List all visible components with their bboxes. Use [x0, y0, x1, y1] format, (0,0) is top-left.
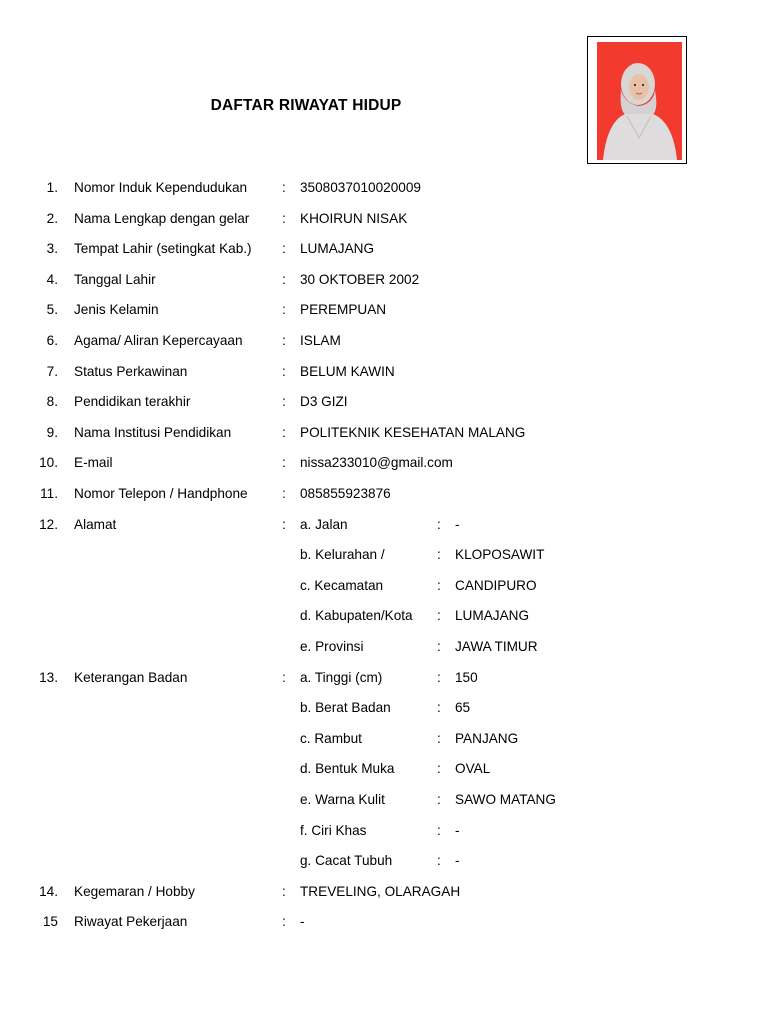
row-value: BELUM KAWIN	[300, 363, 395, 379]
sub-label: d. Kabupaten/Kota	[300, 608, 413, 624]
sub-label: e. Warna Kulit	[300, 792, 385, 807]
portrait-photo	[597, 42, 682, 160]
row-number: 5.	[46, 302, 58, 318]
row-label: Jenis Kelamin	[74, 302, 159, 318]
row-separator: :	[282, 241, 286, 257]
row-separator: :	[282, 363, 286, 379]
row-label: E-mail	[74, 455, 113, 471]
row-label: Tempat Lahir (setingkat Kab.)	[74, 241, 252, 257]
row-separator: :	[282, 333, 286, 348]
row-value: POLITEKNIK KESEHATAN MALANG	[300, 424, 526, 440]
row-separator: :	[282, 669, 286, 685]
sub-label: c. Rambut	[300, 730, 362, 746]
row-number: 13.	[39, 669, 58, 685]
row-value: PEREMPUAN	[300, 302, 387, 318]
sub-separator: :	[437, 700, 441, 716]
row-label: Tanggal Lahir	[74, 271, 156, 287]
row-value: 3508037010020009	[300, 180, 421, 195]
sub-label: e. Provinsi	[300, 639, 364, 654]
sub-value: KLOPOSAWIT	[455, 547, 545, 563]
row-number: 3.	[46, 241, 58, 257]
row-value: ISLAM	[300, 333, 341, 348]
sub-separator: :	[437, 730, 441, 746]
row-value: LUMAJANG	[300, 241, 375, 257]
sub-label: c. Kecamatan	[300, 577, 384, 593]
row-label: Nomor Induk Kependudukan	[74, 180, 248, 195]
row-number: 10.	[39, 455, 58, 471]
row-separator: :	[282, 180, 286, 195]
sub-label: d. Bentuk Muka	[300, 761, 395, 777]
sub-separator: :	[437, 761, 441, 777]
row-value: 30 OKTOBER 2002	[300, 271, 420, 287]
person-figure-icon	[597, 42, 682, 160]
row-separator: :	[282, 424, 286, 440]
row-number: 2.	[46, 210, 58, 226]
row-separator: :	[282, 302, 286, 318]
row-value: 085855923876	[300, 486, 391, 501]
row-value: nissa233010@gmail.com	[300, 455, 453, 471]
row-number: 14.	[39, 883, 58, 899]
row-number: 7.	[46, 363, 58, 379]
sub-value: -	[455, 853, 460, 869]
sub-separator: :	[437, 639, 441, 654]
row-separator: :	[282, 271, 286, 287]
row-value: KHOIRUN NISAK	[300, 210, 408, 226]
row-value: -	[300, 914, 305, 930]
sub-label: b. Berat Badan	[300, 700, 391, 716]
row-separator: :	[282, 455, 286, 471]
row-label: Riwayat Pekerjaan	[74, 914, 188, 930]
row-number: 11.	[40, 486, 58, 501]
sub-label: b. Kelurahan /	[300, 547, 385, 563]
row-label: Alamat	[74, 516, 117, 532]
sub-value: LUMAJANG	[455, 608, 530, 624]
row-label: Nama Institusi Pendidikan	[74, 424, 232, 440]
sub-value: SAWO MATANG	[455, 792, 556, 807]
row-separator: :	[282, 914, 286, 930]
row-separator: :	[282, 394, 286, 410]
row-number: 4.	[46, 271, 58, 287]
sub-label: a. Jalan	[300, 516, 348, 532]
row-number: 1.	[46, 180, 58, 195]
row-number: 9.	[46, 424, 58, 440]
row-label: Nomor Telepon / Handphone	[74, 486, 248, 501]
row-value: TREVELING, OLARAGAH	[300, 883, 461, 899]
sub-value: CANDIPURO	[455, 577, 537, 593]
sub-value: -	[455, 516, 460, 532]
sub-label: f. Ciri Khas	[300, 822, 367, 838]
row-number: 15	[42, 914, 58, 930]
row-number: 6.	[46, 333, 58, 348]
sub-separator: :	[437, 547, 441, 563]
row-label: Agama/ Aliran Kepercayaan	[74, 333, 243, 348]
sub-value: JAWA TIMUR	[455, 639, 538, 654]
sub-value: PANJANG	[455, 730, 519, 746]
sub-separator: :	[437, 577, 441, 593]
sub-value: 150	[455, 669, 478, 685]
sub-label: a. Tinggi (cm)	[300, 669, 383, 685]
row-separator: :	[282, 516, 286, 532]
row-separator: :	[282, 210, 286, 226]
row-number: 8.	[46, 394, 58, 410]
row-number: 12.	[39, 516, 58, 532]
sub-separator: :	[437, 516, 441, 532]
row-label: Keterangan Badan	[74, 669, 188, 685]
sub-value: -	[455, 822, 460, 838]
row-label: Kegemaran / Hobby	[74, 883, 195, 899]
sub-separator: :	[437, 853, 441, 869]
sub-label: g. Cacat Tubuh	[300, 853, 393, 869]
row-label: Status Perkawinan	[74, 363, 188, 379]
sub-separator: :	[437, 792, 441, 807]
sub-value: OVAL	[455, 761, 491, 777]
sub-value: 65	[455, 700, 471, 716]
sub-separator: :	[437, 822, 441, 838]
sub-separator: :	[437, 608, 441, 624]
row-label: Pendidikan terakhir	[74, 394, 191, 410]
row-separator: :	[282, 486, 286, 501]
row-value: D3 GIZI	[300, 394, 348, 410]
document-title: DAFTAR RIWAYAT HIDUP	[210, 97, 402, 114]
sub-separator: :	[437, 669, 441, 685]
photo-frame	[587, 36, 687, 164]
row-label: Nama Lengkap dengan gelar	[74, 210, 250, 226]
row-separator: :	[282, 883, 286, 899]
